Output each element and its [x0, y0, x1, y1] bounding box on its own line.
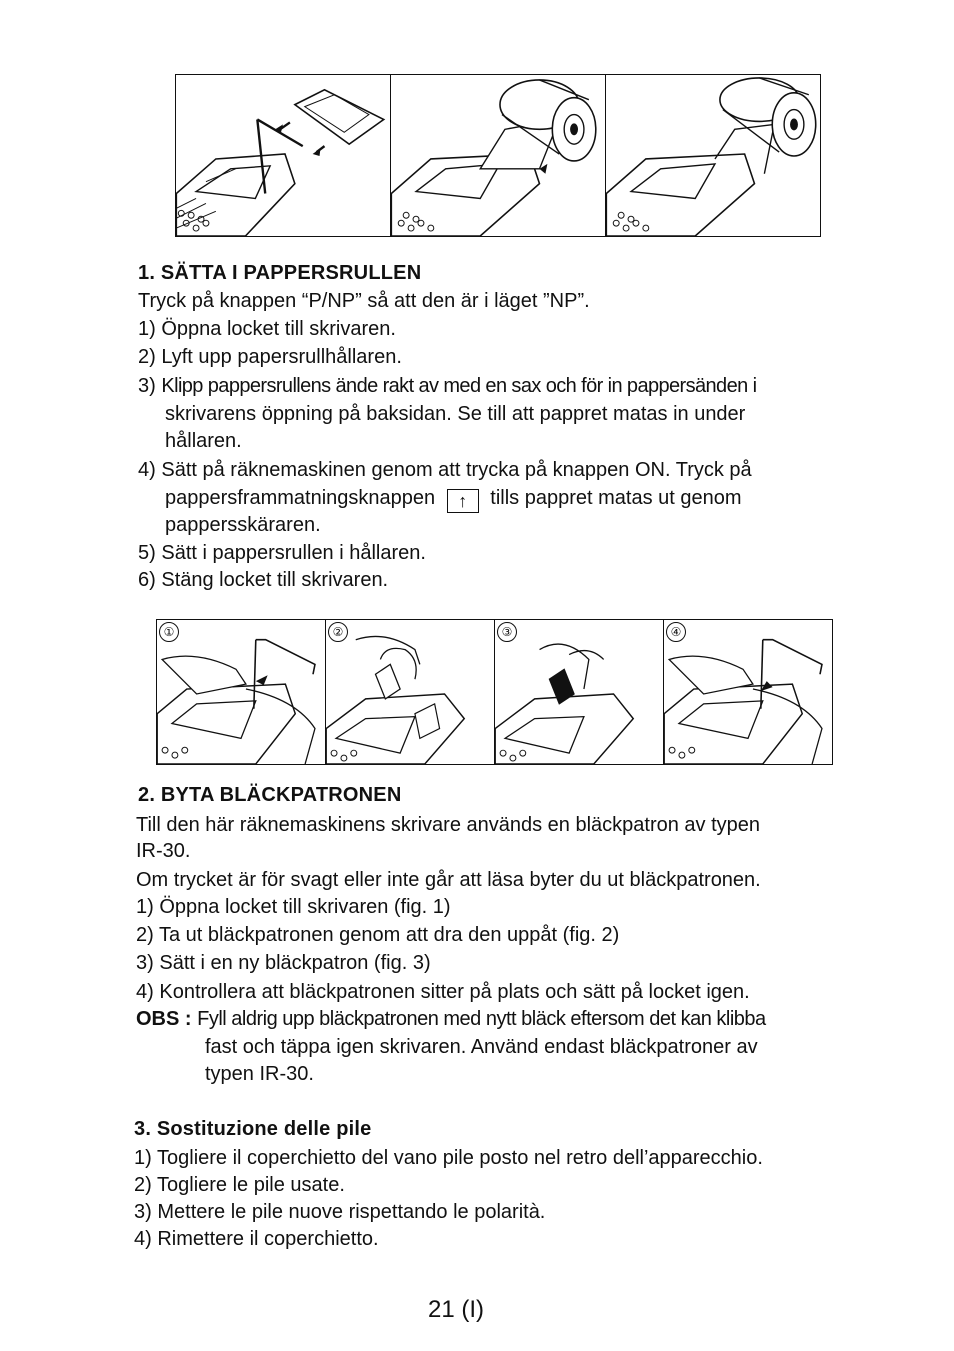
step-number: 2)	[134, 1174, 152, 1196]
figure-number: ④	[666, 622, 686, 642]
obs-text: Fyll aldrig upp bläckpatronen med nytt bläck eftersom det kan klibba	[197, 1008, 766, 1030]
step-text: Sätt på räknemaskinen genom att trycka på knappen ON. Tryck på	[161, 459, 752, 481]
figure-1-open-lid	[156, 619, 326, 765]
insert-paper-roll-illustration	[391, 75, 605, 236]
figure-insert-roll	[390, 74, 606, 237]
step-number: 3)	[136, 952, 154, 974]
section2-obs	[136, 1006, 766, 1033]
step-number: 5)	[138, 542, 156, 564]
mid-figure-row	[156, 619, 833, 765]
step-text: Rimettere il coperchietto.	[157, 1228, 379, 1250]
page-number: 21 (I)	[428, 1296, 485, 1323]
step-text: Öppna locket till skrivaren.	[161, 318, 396, 340]
section1-step-4	[138, 457, 752, 484]
section2-obs-line3: typen IR-30.	[205, 1063, 314, 1085]
section2-para1-line1: Till den här räknemaskinens skrivare används en bläckpatron av typen	[136, 814, 761, 836]
section1-step-2	[138, 344, 402, 371]
section1-step-3-line3: hållaren.	[165, 430, 242, 452]
step-text: Mettere le pile nuove rispettando le polarità.	[157, 1201, 546, 1223]
section1-step-4-line2	[165, 485, 742, 513]
section2-para2: Om trycket är för svagt eller inte går att läsa byter du ut bläckpatronen.	[136, 869, 761, 891]
step-text: pappersframmatningsknappen	[165, 487, 436, 509]
step-text: Togliere le pile usate.	[157, 1174, 345, 1196]
figure-roll-mounted	[605, 74, 821, 237]
step-number: 4)	[134, 1228, 152, 1250]
roll-mounted-illustration	[606, 75, 820, 236]
section1-title: 1. SÄTTA I PAPPERSRULLEN	[138, 262, 422, 284]
step-number: 1)	[134, 1147, 152, 1169]
open-printer-lid-illustration	[157, 620, 325, 764]
calculator-open-lid-illustration	[176, 75, 390, 236]
close-printer-lid-illustration	[664, 620, 832, 764]
step-number: 4)	[136, 981, 154, 1003]
paper-feed-key-icon: ↑	[447, 489, 479, 513]
figure-open-lid	[175, 74, 391, 237]
figure-number: ②	[328, 622, 348, 642]
section3-step-3	[134, 1199, 545, 1226]
step-number: 2)	[138, 346, 156, 368]
section3-step-1	[134, 1145, 763, 1172]
section1-step-3	[138, 373, 756, 400]
figure-4-close-lid	[663, 619, 833, 765]
section3-title: 3. Sostituzione delle pile	[134, 1118, 372, 1140]
step-text: Öppna locket till skrivaren (fig. 1)	[159, 896, 451, 918]
section2-title: 2. BYTA BLÄCKPATRONEN	[138, 784, 402, 806]
section2-step-3	[136, 950, 431, 977]
insert-new-cartridge-illustration	[495, 620, 663, 764]
figure-2-remove-cartridge	[325, 619, 495, 765]
section2-obs-line2: fast och täppa igen skrivaren. Använd endast bläckpatroner av	[205, 1036, 758, 1058]
step-text: Togliere il coperchietto del vano pile posto nel retro dell’apparecchio.	[157, 1147, 763, 1169]
remove-ink-cartridge-illustration	[326, 620, 494, 764]
step-number: 1)	[136, 896, 154, 918]
step-text: Sätt i pappersrullen i hållaren.	[161, 542, 426, 564]
step-text: Stäng locket till skrivaren.	[161, 569, 389, 591]
step-text: tills pappret matas ut genom	[490, 487, 742, 509]
obs-label: OBS :	[136, 1008, 192, 1030]
section1-intro: Tryck på knappen “P/NP” så att den är i läget ”NP”.	[138, 290, 590, 312]
figure-number: ①	[159, 622, 179, 642]
section2-para1-line2: IR-30.	[136, 840, 191, 862]
step-number: 4)	[138, 459, 156, 481]
figure-3-insert-cartridge	[494, 619, 664, 765]
section1-step-3-line2: skrivarens öppning på baksidan. Se till att pappret matas in under	[165, 403, 746, 425]
section2-step-2	[136, 922, 619, 949]
section1-step-5	[138, 540, 426, 567]
section1-step-6	[138, 567, 388, 594]
section1-step-1	[138, 316, 396, 343]
step-number: 6)	[138, 569, 156, 591]
section2-step-1	[136, 894, 451, 921]
step-number: 3)	[134, 1201, 152, 1223]
step-text: Klipp pappersrullens ände rakt av med en sax och för in pappersänden i	[161, 375, 757, 397]
section2-step-4	[136, 979, 750, 1006]
step-number: 1)	[138, 318, 156, 340]
step-text: Kontrollera att bläckpatronen sitter på plats och sätt på locket igen.	[159, 981, 750, 1003]
figure-number: ③	[497, 622, 517, 642]
top-figure-row	[175, 74, 821, 237]
step-text: Ta ut bläckpatronen genom att dra den uppåt (fig. 2)	[159, 924, 620, 946]
section1-step-4-line3: pappersskäraren.	[165, 514, 321, 536]
step-text: Sätt i en ny bläckpatron (fig. 3)	[159, 952, 431, 974]
section3-step-4	[134, 1226, 379, 1253]
step-text: Lyft upp papersrullhållaren.	[161, 346, 402, 368]
step-number: 3)	[138, 375, 156, 397]
section3-step-2	[134, 1172, 345, 1199]
step-number: 2)	[136, 924, 154, 946]
